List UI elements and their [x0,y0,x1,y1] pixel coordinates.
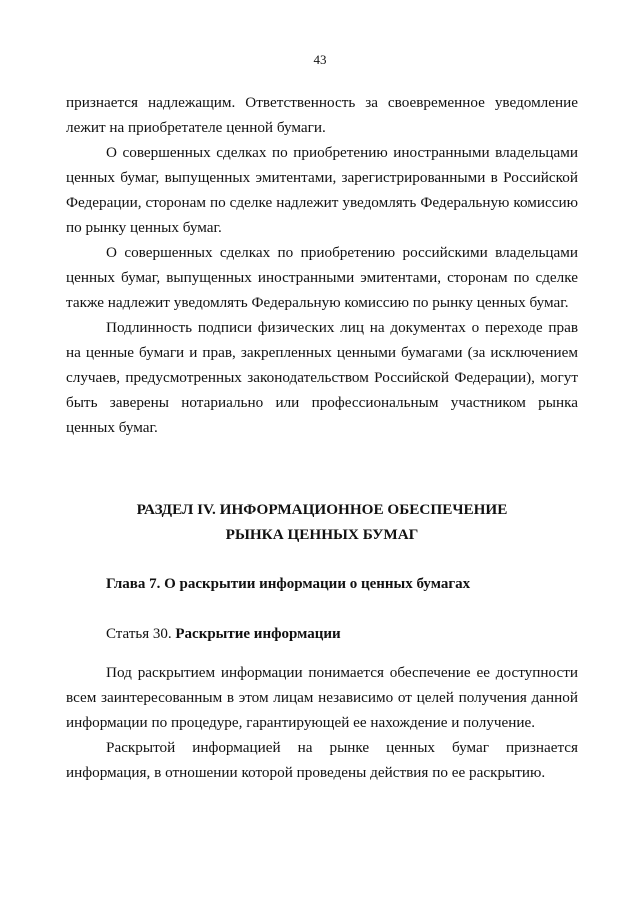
text-block-bottom [66,660,578,785]
paragraph-russian-owners: О совершенных сделках по приобретению российскими владельцами ценных бумаг, выпущенных иностранными эмитентами, сторонам по сделке также надлежит уведомлять Федеральную комиссию по рынку ценных бумаг. [66,244,578,311]
article-number: Статья 30. [106,626,172,642]
section-heading [66,497,578,547]
section-heading-line2: РЫНКА ЦЕННЫХ БУМАГ [225,526,419,543]
paragraph-continuation: признается надлежащим. Ответственность за своевременное уведомление лежит на приобретателе ценной бумаги. [66,94,578,136]
page-number: 43 [313,52,327,67]
text-block-top [66,90,578,440]
section-heading-line1: РАЗДЕЛ IV. ИНФОРМАЦИОННОЕ ОБЕСПЕЧЕНИЕ [136,501,508,518]
paragraph-foreign-owners: О совершенных сделках по приобретению иностранными владельцами ценных бумаг, выпущенных эмитентами, зарегистрированными в Российской Федерации, сторонам по сделке надлежит уведомлять Федеральную комиссию по рынку ценных бумаг. [66,144,578,236]
article-title: Раскрытие информации [175,626,341,642]
chapter-heading: Глава 7. О раскрытии информации о ценных бумагах [106,576,471,592]
article-heading [106,624,341,644]
paragraph-disclosed-information: Раскрытой информацией на рынке ценных бумаг признается информация, в отношении которой проведены действия по ее раскрытию. [66,739,578,781]
paragraph-signature-authenticity: Подлинность подписи физических лиц на документах о переходе прав на ценные бумаги и прав, закрепленных ценными бумагами (за исключением случаев, предусмотренных законодательством Российской Федерации), могут быть заверены нотариально или профессиональным участником рынка ценных бумаг. [66,319,578,436]
paragraph-disclosure-definition: Под раскрытием информации понимается обеспечение ее доступности всем заинтересованным в этом лицам независимо от целей получения данной информации по процедуре, гарантирующей ее нахождение и получение. [66,664,578,731]
